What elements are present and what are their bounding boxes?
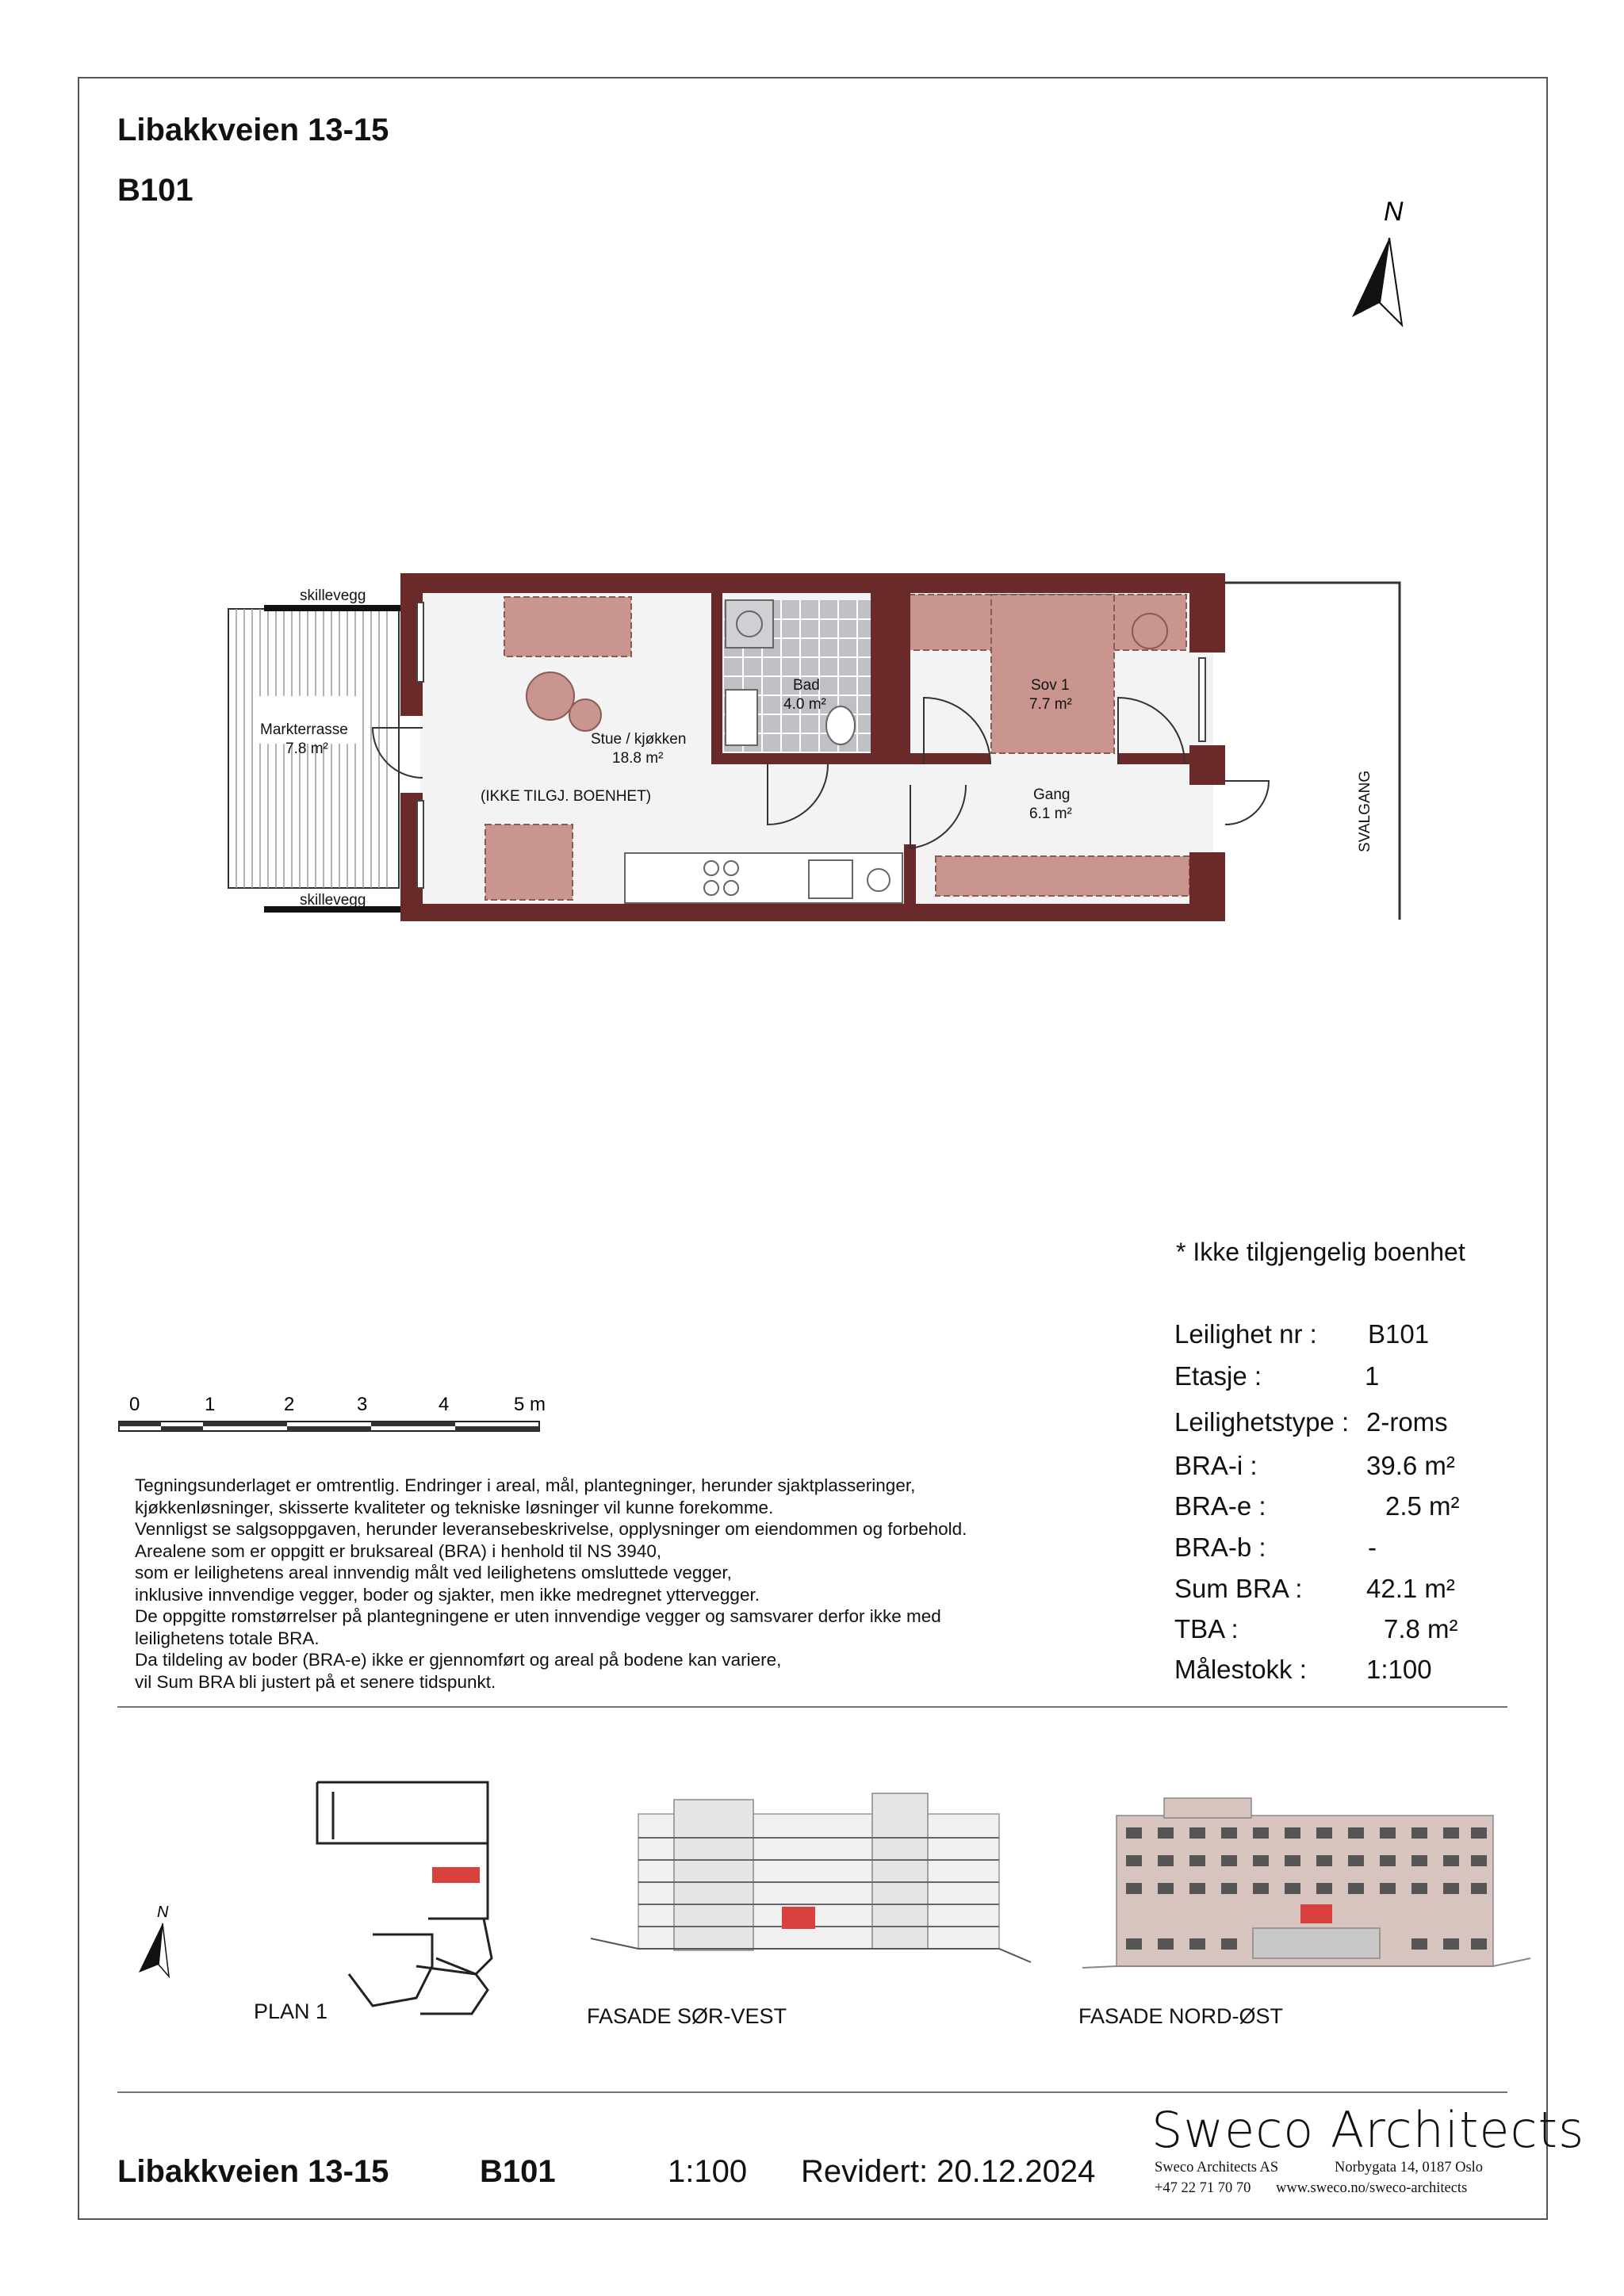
room-gang-area: 6.1 m² <box>1029 806 1072 822</box>
scale-tick-5: 5 m <box>514 1394 546 1415</box>
spec-value: 1 <box>1365 1361 1380 1391</box>
spec-label: Sum BRA : <box>1174 1574 1303 1603</box>
room-gang-name: Gang <box>1033 786 1071 803</box>
room-bad-area: 4.0 m² <box>783 696 826 713</box>
company-phone: +47 22 71 70 70 <box>1155 2180 1251 2196</box>
divider-bottom <box>117 2091 1507 2093</box>
disclaimer-line: Vennligst se salgsoppgaven, herunder leveransebeskrivelse, opplysninger om eiendommen og forbehold. <box>135 1519 967 1539</box>
scale-tick-3: 3 <box>357 1394 368 1415</box>
project-title: Libakkveien 13-15 <box>117 113 389 147</box>
north-arrow-icon <box>1352 238 1402 325</box>
room-sov-area: 7.7 m² <box>1029 696 1072 713</box>
company-address: Norbygata 14, 0187 Oslo <box>1335 2160 1484 2175</box>
facade-sw-label: FASADE SØR-VEST <box>587 2004 787 2028</box>
disclaimer-line: inklusive innvendige vegger, boder og sjakter, men ikke medregnet yttervegger. <box>135 1584 760 1605</box>
footer-revised: Revidert: 20.12.2024 <box>801 2154 1096 2189</box>
spec-label: BRA-i : <box>1174 1451 1258 1480</box>
spec-value: 2.5 m² <box>1385 1491 1460 1521</box>
company-web: www.sweco.no/sweco-architects <box>1276 2180 1468 2196</box>
scale-tick-4: 4 <box>439 1394 450 1415</box>
disclaimer-text <box>135 1475 1118 1693</box>
disclaimer-line: Da tildeling av boder (BRA-e) ikke er gjennomført og areal på bodene kan variere, <box>135 1650 782 1670</box>
spec-value: 7.8 m² <box>1384 1614 1458 1644</box>
disclaimer-line: vil Sum BRA bli justert på et senere tidspunkt. <box>135 1671 496 1692</box>
disclaimer-line: Arealene som er oppgitt er bruksareal (BRA) i henhold til NS 3940, <box>135 1540 662 1561</box>
disclaimer-line: Tegningsunderlaget er omtrentlig. Endringer i areal, mål, plantegninger, herunder sjaktplasseringer, <box>135 1475 916 1495</box>
sweco-logo: Sweco Architects <box>1151 2101 1585 2159</box>
key-plan-thumbnail <box>317 1782 492 2014</box>
scale-tick-1: 1 <box>205 1394 216 1415</box>
facade-sw-thumbnail <box>591 1793 1031 1962</box>
terrace <box>228 605 403 913</box>
svg-text:N: N <box>157 1904 169 1921</box>
spec-label: Leilighet nr : <box>1174 1319 1317 1349</box>
room-sov-name: Sov 1 <box>1031 677 1070 694</box>
unit-title: B101 <box>117 173 193 208</box>
disclaimer-line: De oppgitte romstørrelser på plantegningene er uten innvendige vegger og samsvarer derfor ikke med <box>135 1606 941 1626</box>
footer-project: Libakkveien 13-15 <box>117 2154 389 2189</box>
disclaimer-line: leilighetens totale BRA. <box>135 1628 320 1648</box>
north-arrow-label: N <box>1384 197 1404 227</box>
room-markterrasse-name: Markterrasse <box>260 721 348 738</box>
disclaimer-line: kjøkkenløsninger, skisserte kvaliteter og tekniske løsninger vil kunne forekomme. <box>135 1497 774 1517</box>
room-markterrasse-area: 7.8 m² <box>285 740 328 757</box>
kitchen-counter <box>625 853 902 903</box>
spec-value: B101 <box>1368 1319 1430 1349</box>
spec-value: - <box>1368 1533 1377 1562</box>
skillevegg-bottom-label: skillevegg <box>300 892 366 909</box>
facade-ne-thumbnail <box>1082 1798 1530 1968</box>
scale-tick-0: 0 <box>129 1394 140 1415</box>
spec-value: 39.6 m² <box>1366 1451 1455 1480</box>
not-accessible-label: (IKKE TILGJ. BOENHET) <box>481 788 652 805</box>
spec-label: Målestokk : <box>1174 1655 1307 1684</box>
footer-unit: B101 <box>480 2154 556 2189</box>
spec-value: 1:100 <box>1366 1655 1432 1684</box>
spec-label: BRA-b : <box>1174 1533 1266 1562</box>
scale-tick-2: 2 <box>284 1394 295 1415</box>
spec-value: 2-roms <box>1366 1407 1448 1437</box>
spec-label: TBA : <box>1174 1614 1239 1644</box>
scale-bar <box>119 1422 539 1431</box>
svalgang-label: SVALGANG <box>1357 770 1373 852</box>
skillevegg-top-label: skillevegg <box>300 587 366 604</box>
company-name: Sweco Architects AS <box>1155 2160 1279 2175</box>
spec-value: 42.1 m² <box>1366 1574 1455 1603</box>
room-stue-area: 18.8 m² <box>612 750 664 767</box>
facade-ne-label: FASADE NORD-ØST <box>1078 2004 1284 2028</box>
disclaimer-line: som er leilighetens areal innvendig målt ved leilighetens omsluttede vegger, <box>135 1563 732 1582</box>
plan-thumbnail-label: PLAN 1 <box>254 1999 328 2023</box>
accessibility-note: * Ikke tilgjengelig boenhet <box>1176 1238 1465 1266</box>
key-plan-north-icon <box>139 1904 169 1976</box>
room-stue-name: Stue / kjøkken <box>591 731 687 748</box>
spec-label: Leilighetstype : <box>1174 1407 1350 1437</box>
spec-label: BRA-e : <box>1174 1491 1266 1521</box>
spec-label: Etasje : <box>1174 1361 1262 1391</box>
divider-top <box>117 1706 1507 1708</box>
room-bad-name: Bad <box>793 677 820 694</box>
footer-scale: 1:100 <box>668 2154 748 2189</box>
